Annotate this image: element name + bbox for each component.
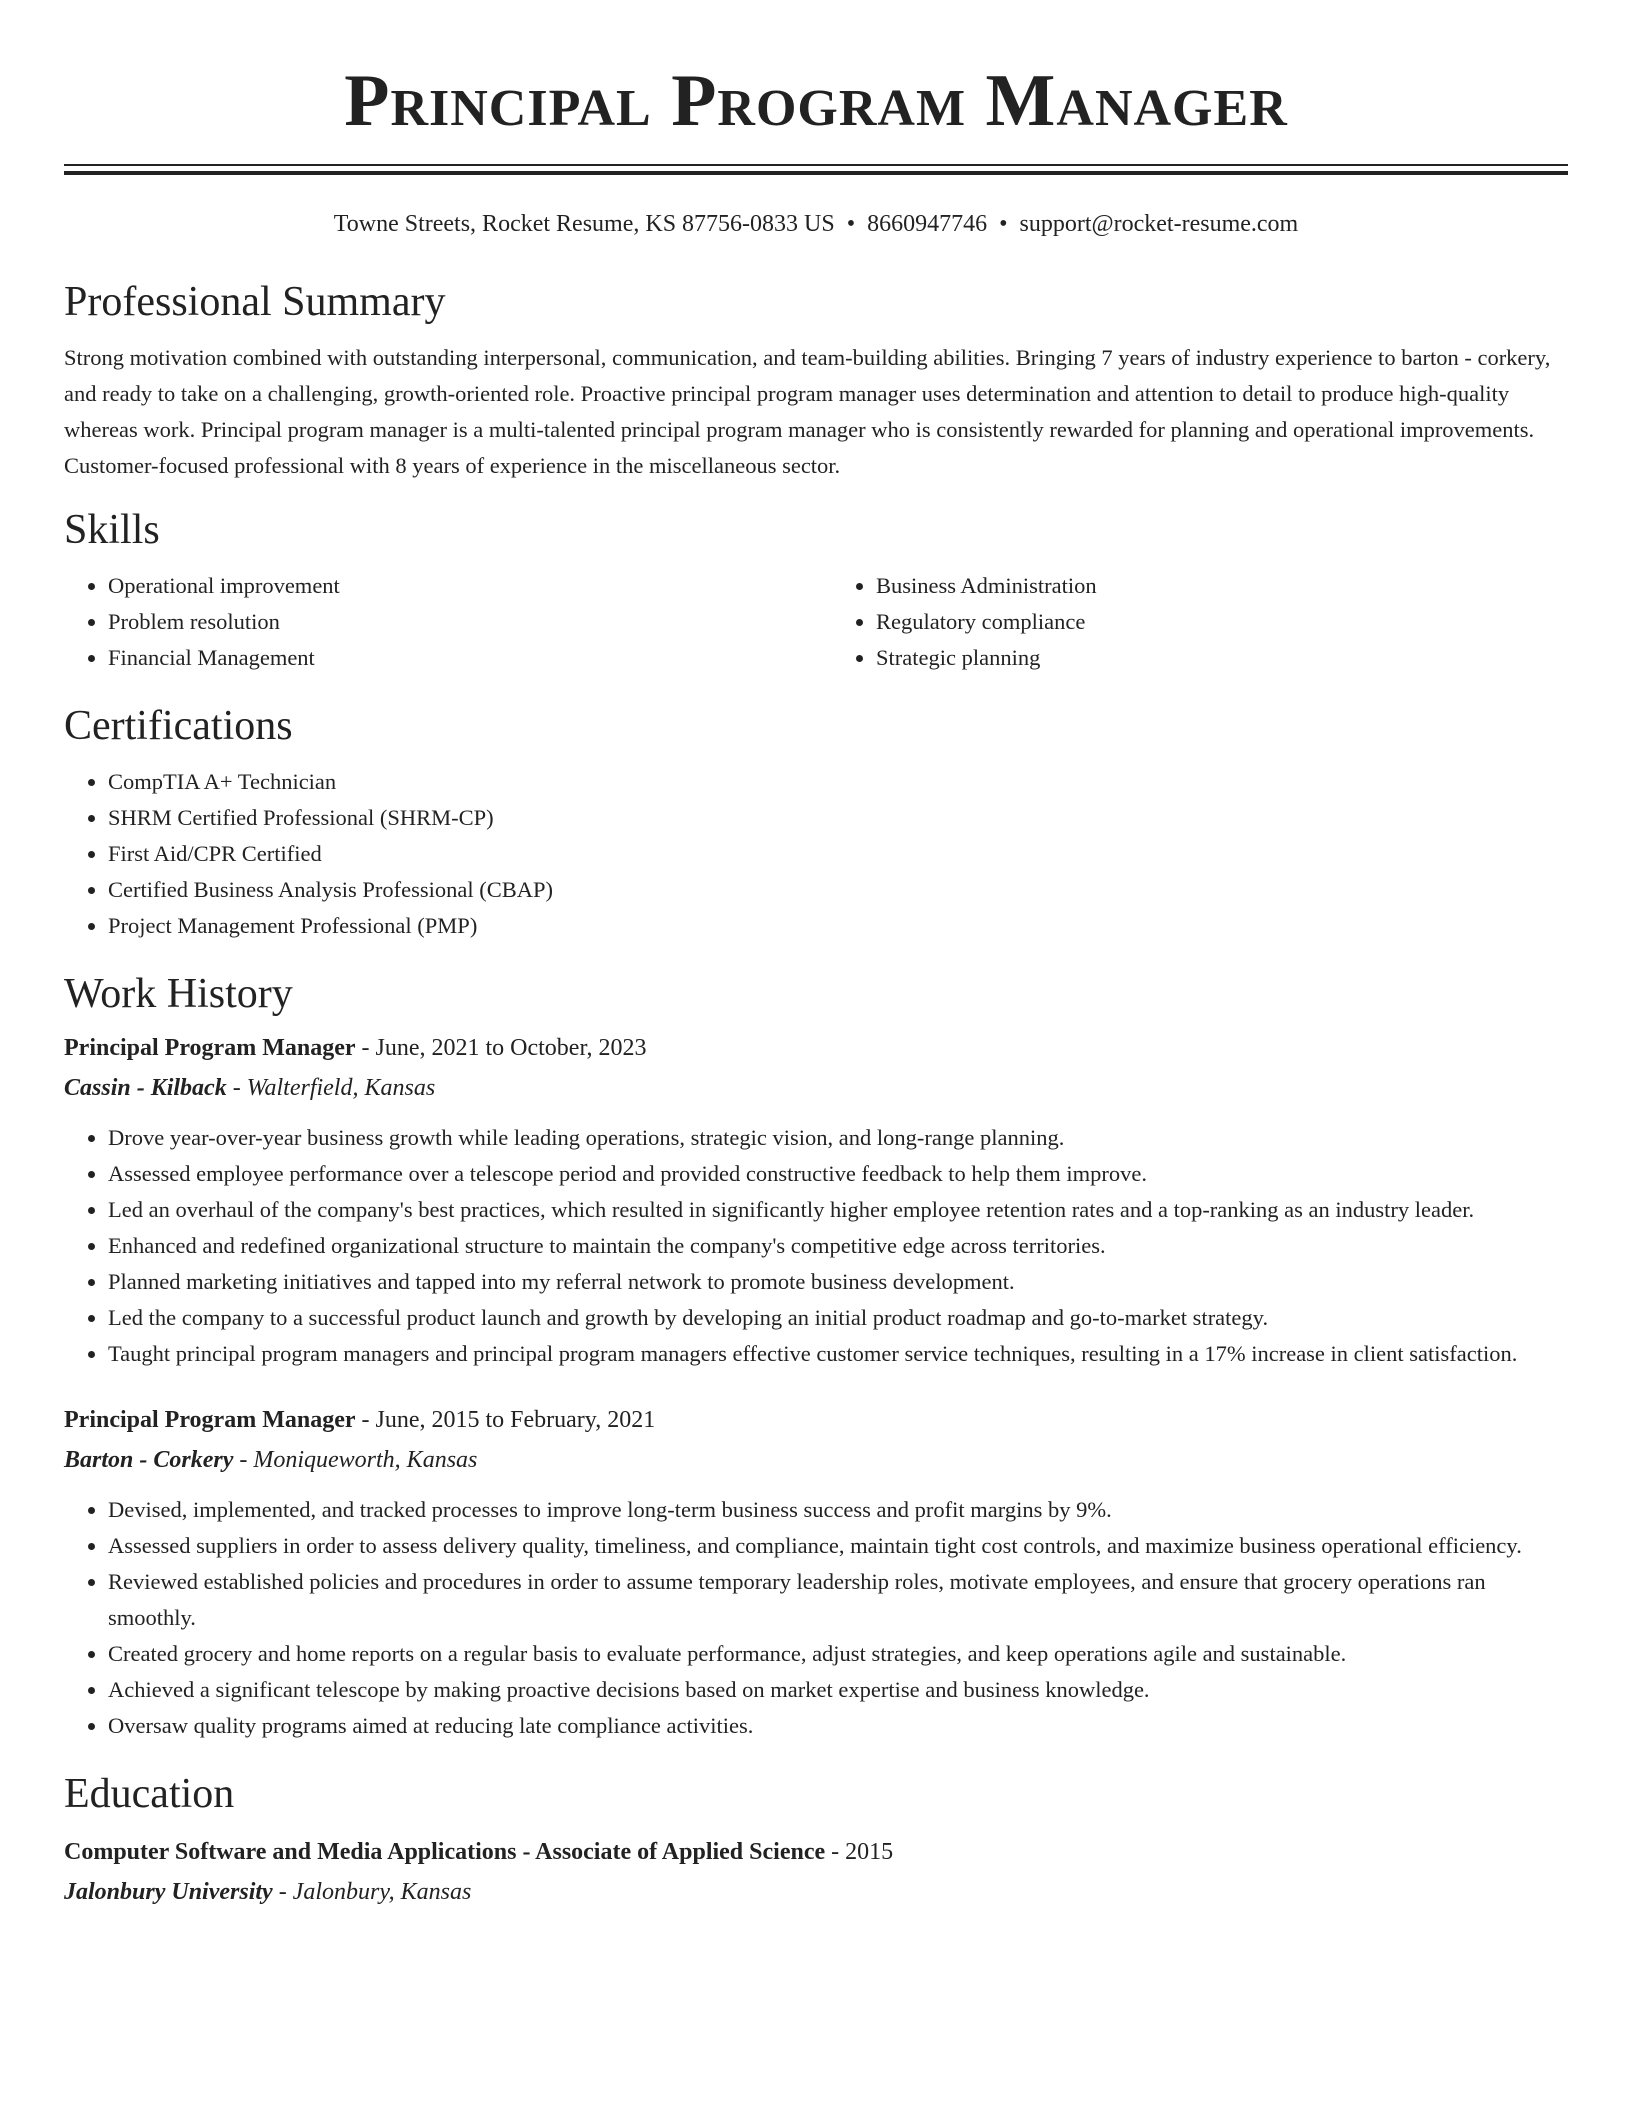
job-duty: • Led the company to a successful product launch and growth by developing an initial product roadmap and go-to-market strategy.: [108, 1300, 1568, 1336]
title-divider: [64, 164, 1568, 175]
certification-item: • SHRM Certified Professional (SHRM-CP): [108, 800, 1568, 836]
skill-item: • Financial Management: [108, 640, 816, 676]
skill-item: • Operational improvement: [108, 568, 816, 604]
education-school: Jalonbury University: [64, 1879, 273, 1905]
job-duty: • Devised, implemented, and tracked processes to improve long-term business success and profit margins by 9%.: [108, 1492, 1568, 1528]
certifications-list: [64, 764, 1568, 944]
certifications-heading: Certifications: [64, 703, 293, 749]
job-dates: - June, 2015 to February, 2021: [355, 1407, 656, 1433]
certification-item: • Project Management Professional (PMP): [108, 908, 1568, 944]
summary-heading: Professional Summary: [64, 279, 446, 325]
job-duty: • Taught principal program managers and principal program managers effective customer service techniques, resulting in a 17% increase in client satisfaction.: [108, 1336, 1568, 1372]
job-title-line: [64, 1028, 1568, 1068]
contact-address: Towne Streets, Rocket Resume, KS 87756-0833 US: [333, 211, 835, 237]
job-duty: • Enhanced and redefined organizational structure to maintain the company's competitive edge across territories.: [108, 1228, 1568, 1264]
job-location: - Moniqueworth, Kansas: [233, 1447, 478, 1473]
skill-item: • Regulatory compliance: [876, 604, 1568, 640]
job-company-line: [64, 1440, 1568, 1480]
job-duty: • Reviewed established policies and procedures in order to assume temporary leadership roles, motivate employees, and ensure that grocery operations ran smoothly.: [108, 1564, 1568, 1636]
skills-list: [64, 568, 1568, 676]
job-duty: • Assessed employee performance over a telescope period and provided constructive feedback to help them improve.: [108, 1156, 1568, 1192]
education-school-line: [64, 1872, 1568, 1912]
job-duties: [64, 1492, 1568, 1744]
job-duty: • Achieved a significant telescope by making proactive decisions based on market expertise and business knowledge.: [108, 1672, 1568, 1708]
contact-email[interactable]: support@rocket-resume.com: [1019, 211, 1299, 237]
divider-thick-line: [64, 171, 1568, 175]
skills-heading: Skills: [64, 507, 160, 553]
job-duties: [64, 1120, 1568, 1372]
work-history-heading: Work History: [64, 971, 293, 1017]
certification-item: • CompTIA A+ Technician: [108, 764, 1568, 800]
certification-item: • Certified Business Analysis Professional (CBAP): [108, 872, 1568, 908]
contact-line: [64, 209, 1568, 239]
skill-item: • Problem resolution: [108, 604, 816, 640]
job-company: Cassin - Kilback: [64, 1075, 227, 1101]
skills-column-right: [816, 568, 1568, 676]
job-duty: • Drove year-over-year business growth while leading operations, strategic vision, and long-range planning.: [108, 1120, 1568, 1156]
education-heading: Education: [64, 1771, 235, 1817]
skill-item: • Strategic planning: [876, 640, 1568, 676]
skill-item: • Business Administration: [876, 568, 1568, 604]
job-duty: • Planned marketing initiatives and tapped into my referral network to promote business development.: [108, 1264, 1568, 1300]
job-title-line: [64, 1400, 1568, 1440]
divider-thin-line: [64, 164, 1568, 166]
job-title: Principal Program Manager: [64, 1035, 356, 1061]
certification-item: • First Aid/CPR Certified: [108, 836, 1568, 872]
education-year: - 2015: [825, 1839, 894, 1865]
education-degree-line: [64, 1832, 1568, 1872]
job-dates: - June, 2021 to October, 2023: [355, 1035, 647, 1061]
contact-separator: •: [846, 211, 856, 237]
education-location: - Jalonbury, Kansas: [272, 1879, 472, 1905]
resume-title: Principal Program Manager: [344, 60, 1288, 142]
job-duty: • Led an overhaul of the company's best practices, which resulted in significantly higher employee retention rates and a top-ranking as an industry leader.: [108, 1192, 1568, 1228]
contact-phone: 8660947746: [867, 211, 988, 237]
job-duty: • Created grocery and home reports on a regular basis to evaluate performance, adjust strategies, and keep operations agile and sustainable.: [108, 1636, 1568, 1672]
job-company: Barton - Corkery: [64, 1447, 234, 1473]
job-duty: • Oversaw quality programs aimed at reducing late compliance activities.: [108, 1708, 1568, 1744]
summary-text: Strong motivation combined with outstanding interpersonal, communication, and team-building abilities. Bringing 7 years of industry experience to barton - corkery, and ready to take on a challenging, growth-oriented role. Proactive principal program manager uses determination and attention to detail to produce high-quality whereas work. Principal program manager is a multi-talented principal program manager who is consistently rewarded for planning and operational improvements. Customer-focused professional with 8 years of experience in the miscellaneous sector.: [64, 345, 1551, 478]
job-company-line: [64, 1068, 1568, 1108]
job-duty: • Assessed suppliers in order to assess delivery quality, timeliness, and compliance, maintain tight cost controls, and maximize business operational efficiency.: [108, 1528, 1568, 1564]
job-entry: [64, 1028, 1568, 1372]
job-location: - Walterfield, Kansas: [226, 1075, 436, 1101]
job-entry: [64, 1400, 1568, 1744]
contact-separator: •: [999, 211, 1008, 237]
job-title: Principal Program Manager: [64, 1407, 356, 1433]
skills-column-left: [64, 568, 816, 676]
education-entry: [64, 1832, 1568, 1912]
education-degree: Computer Software and Media Applications - Associate of Applied Science: [64, 1839, 826, 1865]
